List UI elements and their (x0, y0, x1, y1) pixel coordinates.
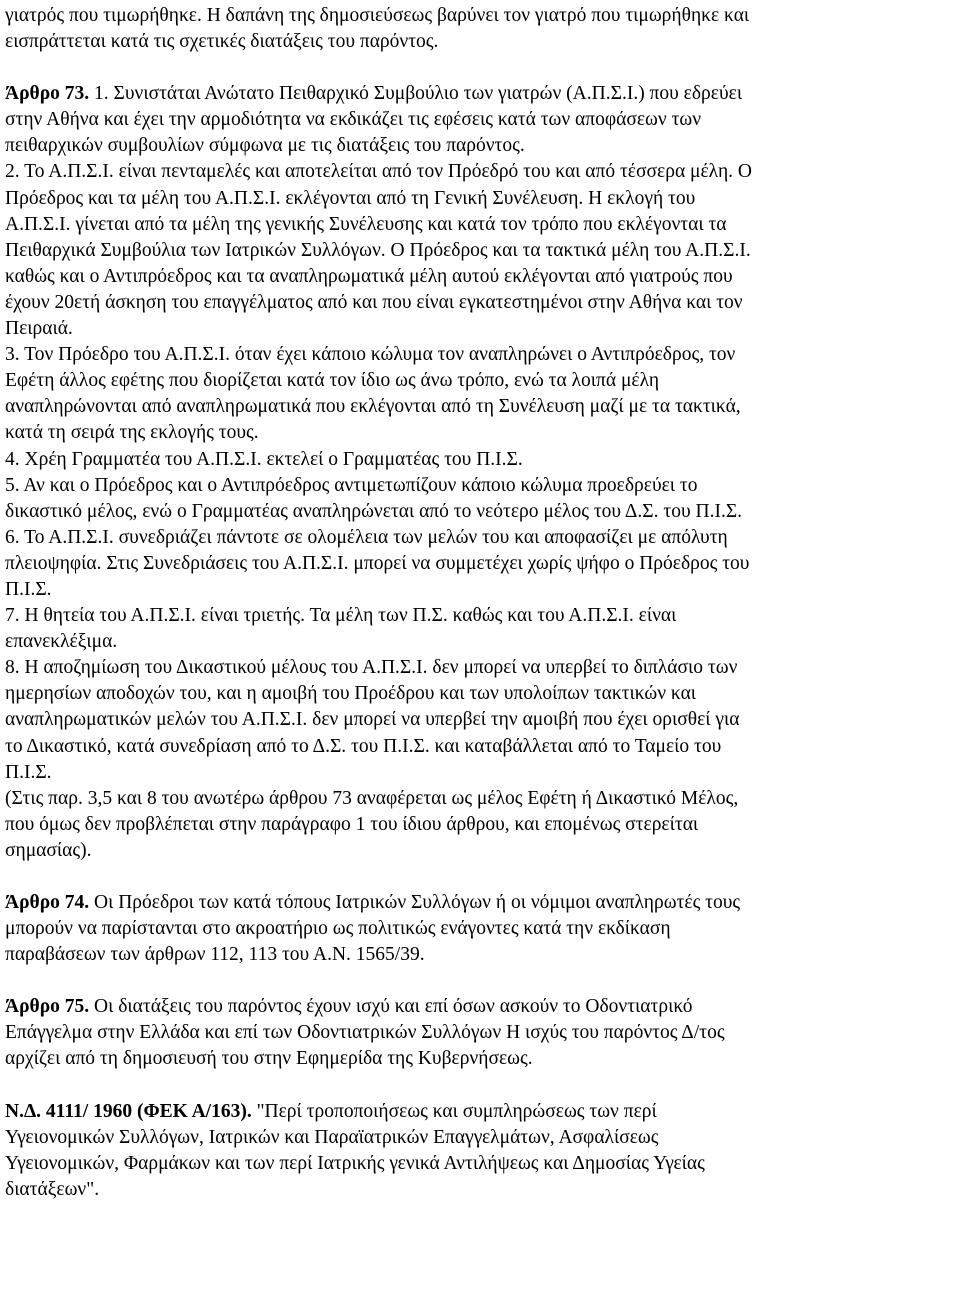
article-74-body (5, 916, 955, 968)
text-line: Πειραιά. (5, 318, 73, 340)
text-line: 3. Τον Πρόεδρο του Α.Π.Σ.Ι. όταν έχει κάποιο κώλυμα τον αναπληρώνει ο Αντιπρόεδρος, τον (5, 344, 736, 366)
text-line: έχουν 20ετή άσκηση του επαγγέλματος από και που είναι εγκατεστημένοι στην Αθήνα και τον (5, 291, 743, 313)
law-decree-first-line (5, 1099, 955, 1125)
text-line: εισπράττεται κατά τις σχετικές διατάξεις του παρόντος. (5, 31, 439, 53)
intro-paragraph (5, 3, 955, 55)
text-line: μπορούν να παρίστανται στο ακροατήριο ως πολιτικώς ενάγοντες κατά την εκδίκαση (5, 918, 671, 940)
law-decree-first-line-text: "Περί τροποποιήσεως και συμπληρώσεως των περί (251, 1100, 657, 1122)
text-line: 7. Η θητεία του Α.Π.Σ.Ι. είναι τριετής. Τα μέλη των Π.Σ. καθώς και του Α.Π.Σ.Ι. είναι (5, 605, 677, 627)
article-75-heading: Άρθρο 75. (5, 996, 90, 1018)
paragraph-gap (5, 1073, 955, 1099)
text-line: 8. Η αποζημίωση του Δικαστικού μέλους του Α.Π.Σ.Ι. δεν μπορεί να υπερβεί το διπλάσιο των (5, 657, 738, 679)
text-line: Π.Ι.Σ. (5, 578, 52, 600)
article-75-first-line-text: Οι διατάξεις του παρόντος έχουν ισχύ και επί όσων ασκούν το Οδοντιατρικό (89, 996, 693, 1018)
law-decree (5, 1099, 955, 1203)
text-line: πειθαρχικών συμβουλίων σύμφωνα με τις διατάξεις του παρόντος. (5, 135, 525, 157)
text-line: πλειοψηφία. Στις Συνεδριάσεις του Α.Π.Σ.Ι. μπορεί να συμμετέχει χωρίς ψήφο ο Πρόεδρος του (5, 552, 750, 574)
text-line: καθώς και ο Αντιπρόεδρος και τα αναπληρωματικά μέλη αυτού εκλέγονται από γιατρούς που (5, 265, 733, 287)
paragraph-gap (5, 968, 955, 994)
article-74-first-line-text: Οι Πρόεδροι των κατά τόπους Ιατρικών Συλλόγων ή οι νόμιμοι αναπληρωτές τους (89, 892, 741, 913)
text-line: Εφέτη άλλος εφέτης που διορίζεται κατά τον ίδιο ως άνω τρόπο, ενώ τα λοιπά μέλη (5, 370, 660, 392)
article-74-heading: Άρθρο 74. (5, 892, 90, 913)
text-line: επανεκλέξιμα. (5, 631, 118, 653)
article-75 (5, 994, 955, 1072)
text-line: στην Αθήνα και έχει την αρμοδιότητα να εκδικάζει τις εφέσεις κατά των αποφάσεων των (5, 109, 702, 131)
article-73 (5, 81, 955, 864)
text-line: Υγειονομικών Συλλόγων, Ιατρικών και Παραϊατρικών Επαγγελμάτων, Ασφαλίσεως (5, 1126, 659, 1148)
text-line: (Στις παρ. 3,5 και 8 του ανωτέρω άρθρου 73 αναφέρεται ως μέλος Εφέτη ή Δικαστικό Μέλος, (5, 787, 739, 809)
text-line: 6. Το Α.Π.Σ.Ι. συνεδριάζει πάντοτε σε ολομέλεια των μελών του και αποφασίζει με απόλυτη (5, 526, 728, 548)
text-line: γιατρός που τιμωρήθηκε. Η δαπάνη της δημοσιεύσεως βαρύνει τον γιατρό που τιμωρήθηκε και (5, 5, 750, 26)
article-73-body (5, 107, 955, 864)
law-decree-body (5, 1125, 955, 1203)
text-line: το Δικαστικό, κατά συνεδρίαση από το Δ.Σ. του Π.Ι.Σ. και καταβάλλεται από το Ταμείο του (5, 735, 722, 757)
text-line: δικαστικό μέλος, ενώ ο Γραμματέας αναπληρώνεται από το νεότερο μέλος του Δ.Σ. του Π.Ι.Σ. (5, 500, 743, 522)
paragraph-gap (5, 55, 955, 81)
article-73-heading: Άρθρο 73. (5, 83, 90, 105)
text-line: Πρόεδρος και τα μέλη του Α.Π.Σ.Ι. εκλέγονται από τη Γενική Συνέλευση. Η εκλογή του (5, 187, 696, 209)
text-line: Πειθαρχικά Συμβούλια των Ιατρικών Συλλόγων. Ο Πρόεδρος και τα τακτικά μέλη του Α.Π.Σ.Ι. (5, 239, 751, 261)
document-page (5, 3, 955, 1203)
article-73-first-line-text: 1. Συνιστάται Ανώτατο Πειθαρχικό Συμβούλιο των γιατρών (Α.Π.Σ.Ι.) που εδρεύει (89, 83, 743, 105)
text-line: 4. Χρέη Γραμματέα του Α.Π.Σ.Ι. εκτελεί ο Γραμματέας του Π.Ι.Σ. (5, 448, 523, 470)
text-line: διατάξεων". (5, 1178, 100, 1200)
article-74-first-line (5, 890, 955, 916)
text-line: ημερησίων αποδοχών του, και η αμοιβή του Προέδρου και των υπολοίπων τακτικών και (5, 683, 697, 705)
text-line: Επάγγελμα στην Ελλάδα και επί των Οδοντιατρικών Συλλόγων Η ισχύς του παρόντος Δ/τος (5, 1022, 725, 1044)
text-line: παραβάσεων των άρθρων 112, 113 του Α.Ν. 1565/39. (5, 944, 425, 966)
paragraph-gap (5, 864, 955, 890)
article-75-first-line (5, 994, 955, 1020)
text-line: Α.Π.Σ.Ι. γίνεται από τα μέλη της γενικής Συνέλευσης και κατά τον τρόπο που εκλέγονται τα (5, 213, 727, 235)
article-74 (5, 890, 955, 968)
text-line: Π.Ι.Σ. (5, 761, 52, 783)
text-line: κατά τη σειρά της εκλογής τους. (5, 422, 259, 444)
text-line: αναπληρωματικών μελών του Α.Π.Σ.Ι. δεν μπορεί να υπερβεί την αμοιβή που έχει ορισθεί για (5, 709, 740, 731)
text-line: 5. Αν και ο Πρόεδρος και ο Αντιπρόεδρος αντιμετωπίζουν κάποιο κώλυμα προεδρεύει το (5, 474, 698, 496)
text-line: σημασίας). (5, 839, 92, 861)
text-line: αναπληρώνονται από αναπληρωματικά που εκλέγονται από τη Συνέλευση μαζί με τα τακτικά, (5, 396, 741, 418)
text-line: που όμως δεν προβλέπεται στην παράγραφο 1 του ίδιου άρθρου, και επομένως στερείται (5, 813, 699, 835)
law-decree-heading: Ν.Δ. 4111/ 1960 (ΦΕΚ Α/163). (5, 1100, 252, 1122)
text-line: αρχίζει από τη δημοσιευσή του στην Εφημερίδα της Κυβερνήσεως. (5, 1048, 533, 1070)
article-73-first-line (5, 81, 955, 107)
text-line: 2. Το Α.Π.Σ.Ι. είναι πενταμελές και αποτελείται από τον Πρόεδρό του και από τέσσερα μέλη. Ο (5, 161, 752, 183)
text-line: Υγειονομικών, Φαρμάκων και των περί Ιατρικής γενικά Αντιλήψεως και Δημοσίας Υγείας (5, 1152, 705, 1174)
article-75-body (5, 1020, 955, 1072)
